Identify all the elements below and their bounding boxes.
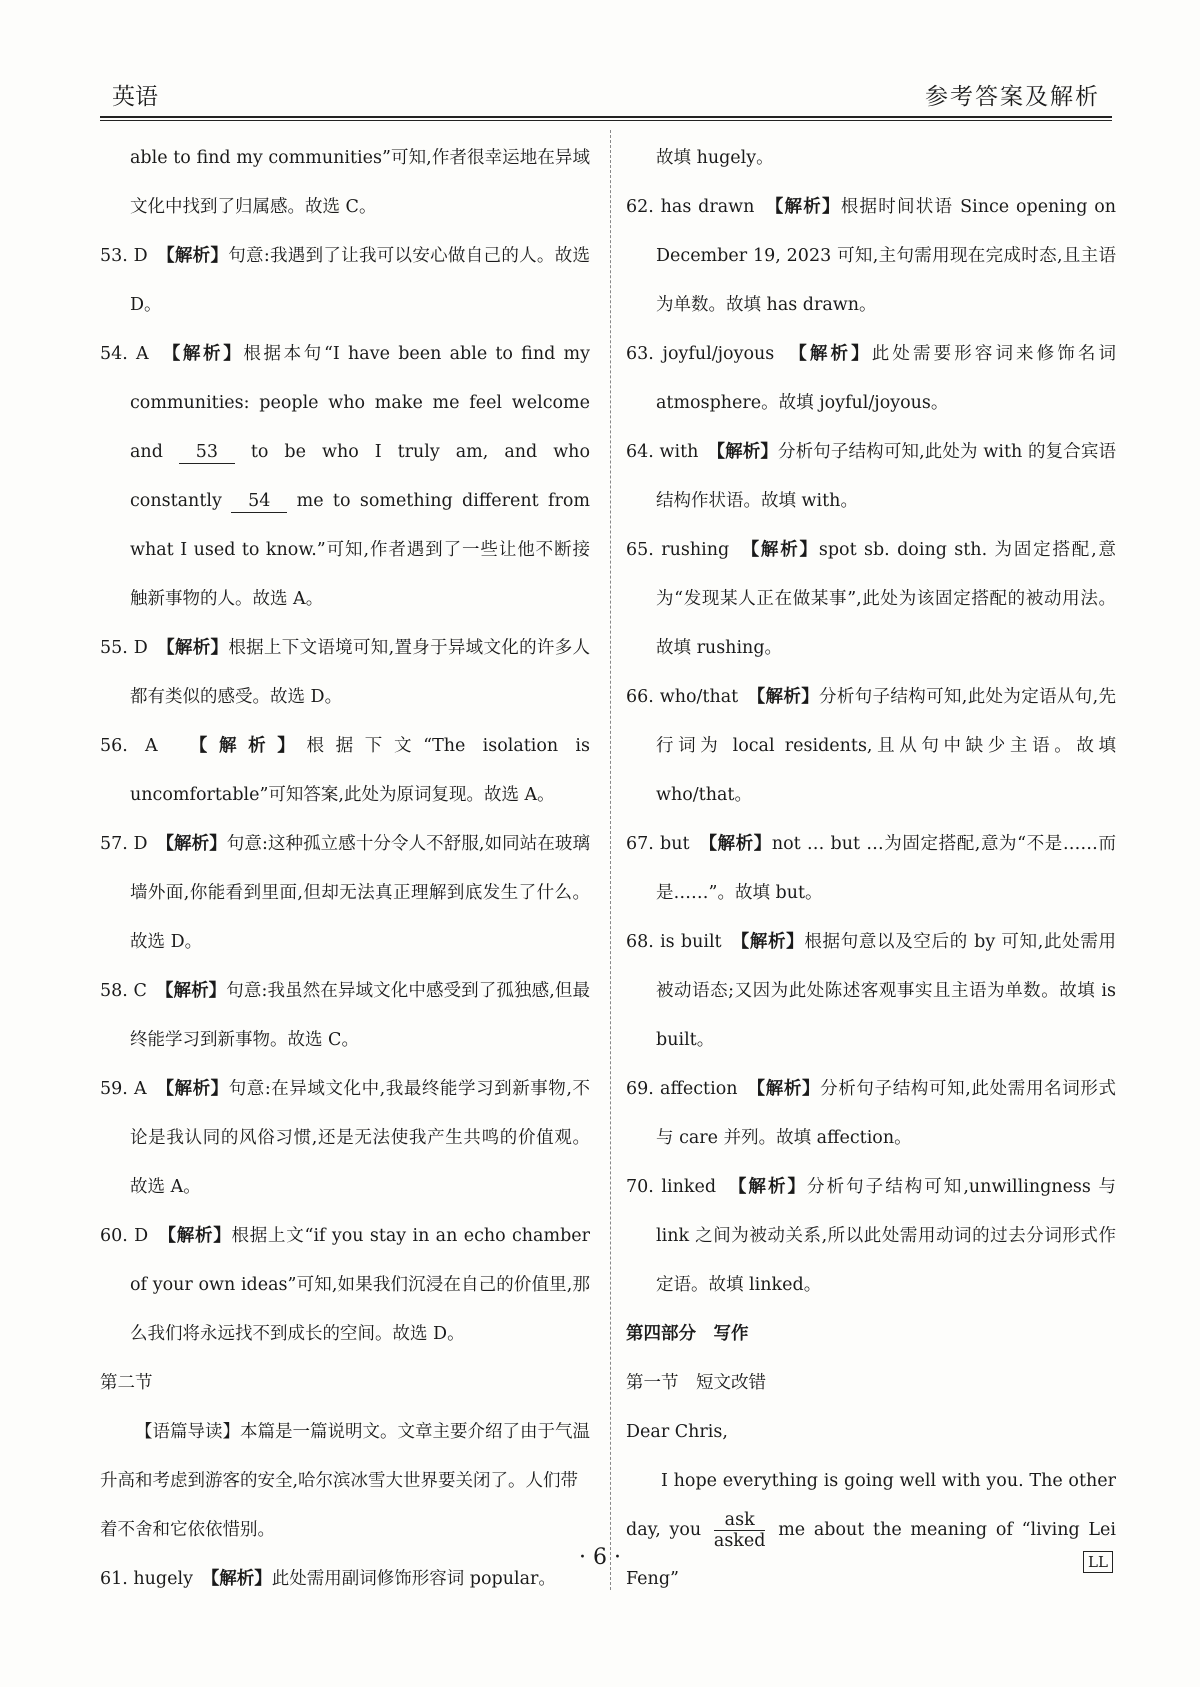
- continued-text: able to find my communities”可知,作者很幸运地在异域文化中找到了归属感。故选 C。: [130, 148, 590, 217]
- answer-55: 55. D 【解析】根据上下文语境可知,置身于异域文化的许多人都有类似的感受。故选 D。: [100, 638, 591, 707]
- answer-61: 61. hugely 【解析】此处需用副词修饰形容词 popular。: [100, 1569, 556, 1589]
- answer-58: 58. C 【解析】句意:我虽然在异域文化中感受到了孤独感,但最终能学习到新事物。故选 C。: [100, 981, 590, 1050]
- section-heading-2: 第二节: [100, 1373, 153, 1393]
- subject-label: 英语: [112, 84, 158, 110]
- answer-56: 56. A 【解析】根据下文“The isolation is uncomfortable”可知答案,此处为原词复现。故选 A。: [100, 736, 590, 805]
- answer-60: 60. D 【解析】根据上文“if you stay in an echo chamber of your own ideas”可知,如果我们沉浸在自己的价值里,那么我们将永远找不到成长的空间。故选 D。: [100, 1226, 591, 1344]
- answer-64: 64. with 【解析】分析句子结构可知,此处为 with 的复合宾语结构作状语。故填 with。: [626, 442, 1117, 511]
- page-number: · 6 ·: [579, 1545, 621, 1570]
- page-header: [100, 78, 1112, 114]
- continued-text-right: 故填 hugely。: [656, 148, 774, 168]
- passage-guide: 【语篇导读】本篇是一篇说明文。文章主要介绍了由于气温升高和考虑到游客的安全,哈尔滨冰雪大世界要关闭了。人们带着不舍和它依依惜别。: [100, 1422, 590, 1540]
- letter-salutation: Dear Chris,: [626, 1422, 728, 1442]
- header-rule-thin: [100, 120, 1112, 121]
- left-column: [100, 134, 590, 1604]
- blank-54: 54: [231, 490, 287, 513]
- edition-tag: LL: [1083, 1551, 1113, 1573]
- answer-66: 66. who/that 【解析】分析句子结构可知,此处为定语从句,先行词为 local residents,且从句中缺少主语。故填 who/that。: [626, 687, 1117, 805]
- column-divider: [610, 130, 611, 1590]
- blank-53: 53: [179, 441, 235, 464]
- answer-70: 70. linked 【解析】分析句子结构可知,unwillingness 与 link 之间为被动关系,所以此处需用动词的过去分词形式作定语。故填 linked。: [626, 1177, 1116, 1295]
- answer-69: 69. affection 【解析】分析句子结构可知,此处需用名词形式与 care 并列。故填 affection。: [626, 1079, 1117, 1148]
- answer-68: 68. is built 【解析】根据句意以及空后的 by 可知,此处需用被动语态;又因为此处陈述客观事实且主语为单数。故填 is built。: [626, 932, 1117, 1050]
- part-heading-4: 第四部分 写作: [626, 1324, 749, 1344]
- answer-57: 57. D 【解析】句意:这种孤立感十分令人不舒服,如同站在玻璃墙外面,你能看到里面,但却无法真正理解到底发生了什么。故选 D。: [100, 834, 590, 952]
- section-title: 参考答案及解析: [925, 84, 1100, 110]
- header-rule: [100, 116, 1112, 118]
- answer-53: 53. D 【解析】句意:我遇到了让我可以安心做自己的人。故选 D。: [100, 246, 590, 315]
- answer-59: 59. A 【解析】句意:在异域文化中,我最终能学习到新事物,不论是我认同的风俗习惯,还是无法使我产生共鸣的价值观。故选 A。: [100, 1079, 590, 1197]
- right-column: [626, 134, 1116, 1604]
- section-heading-1: 第一节 短文改错: [626, 1373, 766, 1393]
- answer-67: 67. but 【解析】not … but …为固定搭配,意为“不是……而是……”。故填 but。: [626, 834, 1116, 903]
- answer-54: 54. A 【解析】根据本句“I have been able to find my communities: people who make me feel welcome and 53 to be who I truly am, and who constantly 54 me to something different from what I used to know.”可知,作者遇到了一些让他不断接触新事物的人。故选 A。: [100, 344, 591, 609]
- letter-body: I hope everything is going well with you. The other day, you $\frac{\text{ask}}{\text{asked}}$ me about the meaning of “living Lei Feng”: [626, 1471, 1116, 1589]
- answer-63: 63. joyful/joyous 【解析】此处需要形容词来修饰名词 atmosphere。故填 joyful/joyous。: [626, 344, 1117, 413]
- correction-mark: $\frac{\text{ask}}{\text{asked}}$: [713, 1510, 766, 1551]
- answer-62: 62. has drawn 【解析】根据时间状语 Since opening on December 19, 2023 可知,主句需用现在完成时态,且主语为单数。故填 has drawn。: [626, 197, 1117, 315]
- answer-65: 65. rushing 【解析】spot sb. doing sth. 为固定搭配,意为“发现某人正在做某事”,此处为该固定搭配的被动用法。故填 rushing。: [626, 540, 1116, 658]
